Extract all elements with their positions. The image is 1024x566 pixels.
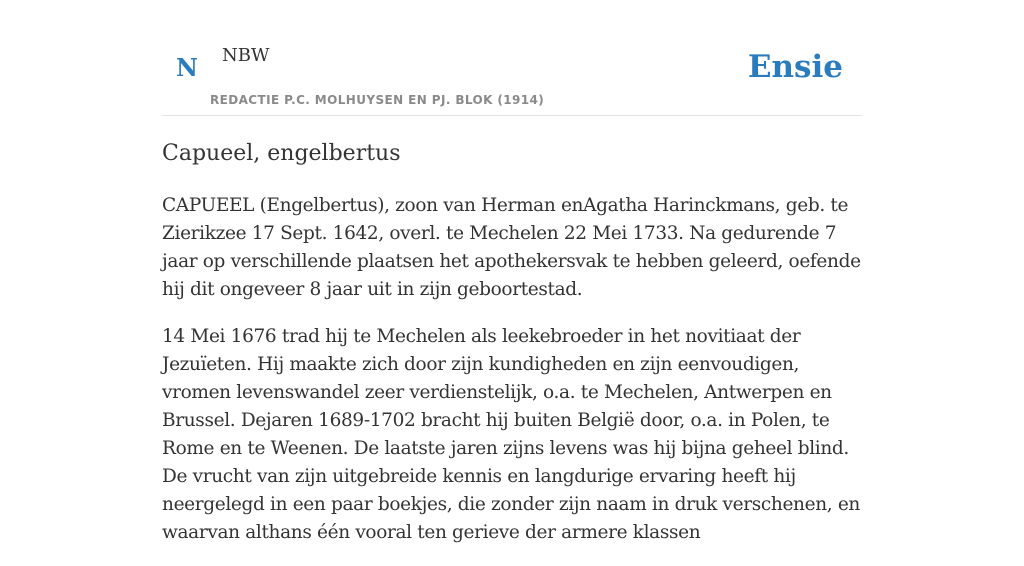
article-paragraph: CAPUEEL (Engelbertus), zoon van Herman enAgatha Harinckmans, geb. te Zierikzee 17 Sept. 1642, overl. te Mechelen 22 Mei 1733. Na gedurende 7 jaar op verschillende plaatsen het apothekersvak te hebben geleerd, oefende hij dit ongeveer 8 jaar uit in zijn geboortestad. (162, 195, 861, 300)
source-subtitle: REDACTIE P.C. MOLHUYSEN EN PJ. BLOK (1914) (210, 93, 545, 107)
article-page (162, 0, 862, 543)
ensie-logo-link[interactable]: Ensie (747, 49, 843, 85)
article-paragraph: 14 Mei 1676 trad hij te Mechelen als leekebroeder in het novitiaat der Jezuïeten. Hij maakte zich door zijn kundigheden en zijn eenvoudigen, vromen levenswandel zeer verdienstelijk, o.a. te Mechelen, Antwerpen en Brussel. Dejaren 1689-1702 bracht hij buiten België door, o.a. in Polen, te Rome en te Weenen. De laatste jaren zijns levens was hij bijna geheel blind. De vrucht van zijn uitgebreide kennis en langdurige ervaring heeft hij neergelegd in een paar boekjes, die zonder zijn naam in druk verschenen, en waarvan althans één vooral ten gerieve der armere klassen (162, 326, 860, 543)
article-title: Capueel, engelbertus (162, 141, 401, 166)
source-header (162, 0, 862, 116)
article-body (162, 192, 862, 566)
source-logo-icon[interactable]: N (176, 53, 198, 82)
source-name-link[interactable]: NBW (222, 45, 270, 66)
